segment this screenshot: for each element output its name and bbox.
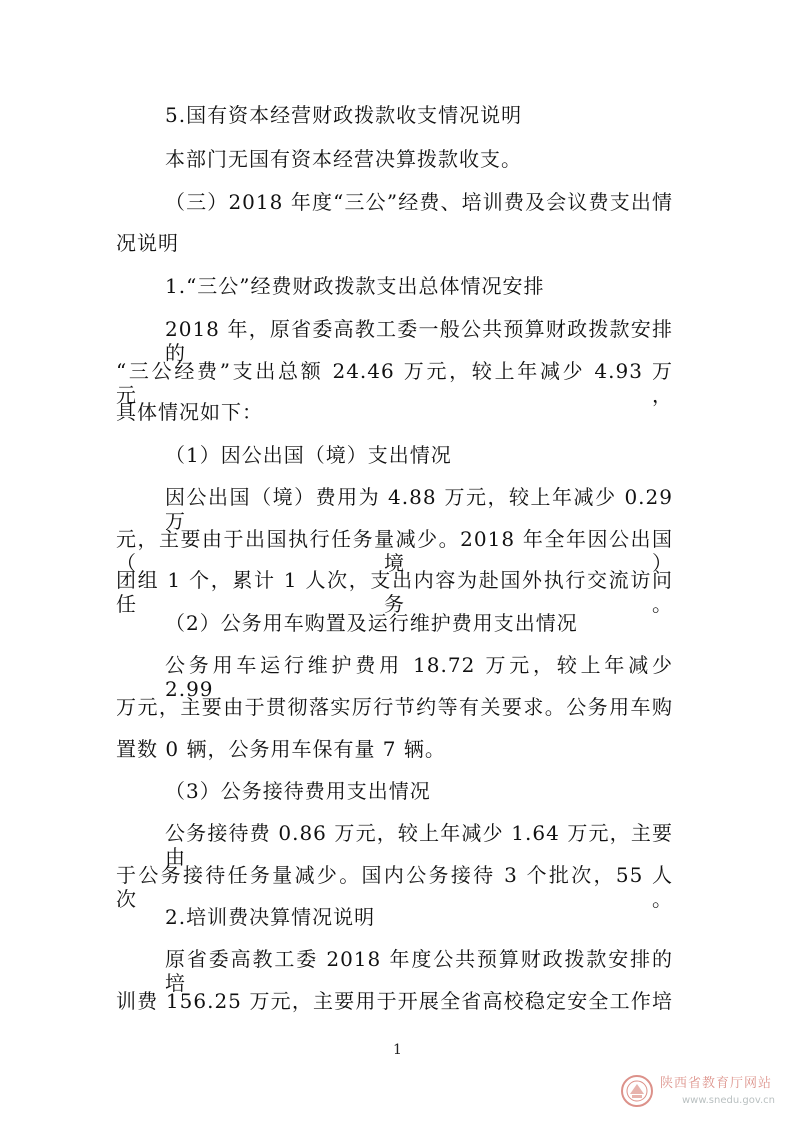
heading-official-reception: （3）公务接待费用支出情况 xyxy=(165,779,431,803)
paragraph-training-line2: 训费 156.25 万元，主要用于开展全省高校稳定安全工作培 xyxy=(116,989,673,1013)
education-emblem-icon xyxy=(620,1074,654,1108)
page-number: 1 xyxy=(393,1042,402,1058)
heading-state-capital: 5.国有资本经营财政拨款收支情况说明 xyxy=(165,103,523,127)
paragraph-overseas-line1: 因公出国（境）费用为 4.88 万元，较上年减少 0.29 万 xyxy=(165,485,673,533)
section-heading-three-public-line2: 况说明 xyxy=(116,231,179,255)
section-heading-three-public-line1: （三）2018 年度“三公”经费、培训费及会议费支出情 xyxy=(165,190,673,214)
paragraph-vehicles-line3: 置数 0 辆，公务用车保有量 7 辆。 xyxy=(116,737,446,761)
watermark-url: www.snedu.gov.cn xyxy=(682,1095,775,1106)
paragraph-state-capital-note: 本部门无国有资本经营决算拨款收支。 xyxy=(165,147,522,171)
heading-overseas-travel: （1）因公出国（境）支出情况 xyxy=(165,443,452,467)
heading-official-vehicles: （2）公务用车购置及运行维护费用支出情况 xyxy=(165,611,578,635)
paragraph-vehicles-line2: 万元，主要由于贯彻落实厉行节约等有关要求。公务用车购 xyxy=(116,695,673,719)
paragraph-overview-line3: 具体情况如下： xyxy=(116,400,263,424)
paragraph-overview-line1: 2018 年，原省委高教工委一般公共预算财政拨款安排的 xyxy=(165,317,673,365)
heading-training-fees: 2.培训费决算情况说明 xyxy=(165,905,376,929)
watermark-title: 陕西省教育厅网站 xyxy=(660,1076,773,1091)
paragraph-reception-line2: 于公务接待任务量减少。国内公务接待 3 个批次，55 人次。 xyxy=(116,863,673,911)
paragraph-overseas-line2: 元，主要由于出国执行任务量减少。2018 年全年因公出国（境） xyxy=(116,527,673,575)
paragraph-reception-line1: 公务接待费 0.86 万元，较上年减少 1.64 万元，主要由 xyxy=(165,821,673,869)
paragraph-vehicles-line1: 公务用车运行维护费用 18.72 万元，较上年减少 2.99 xyxy=(165,653,673,701)
paragraph-training-line1: 原省委高教工委 2018 年度公共预算财政拨款安排的培 xyxy=(165,947,673,995)
site-watermark xyxy=(620,1070,788,1116)
paragraph-overseas-line3: 团组 1 个，累计 1 人次，支出内容为赴国外执行交流访问任务。 xyxy=(116,568,673,616)
paragraph-overview-line2: “三公经费”支出总额 24.46 万元，较上年减少 4.93 万元， xyxy=(116,359,673,407)
heading-three-public-overview: 1.“三公”经费财政拨款支出总体情况安排 xyxy=(165,274,545,298)
